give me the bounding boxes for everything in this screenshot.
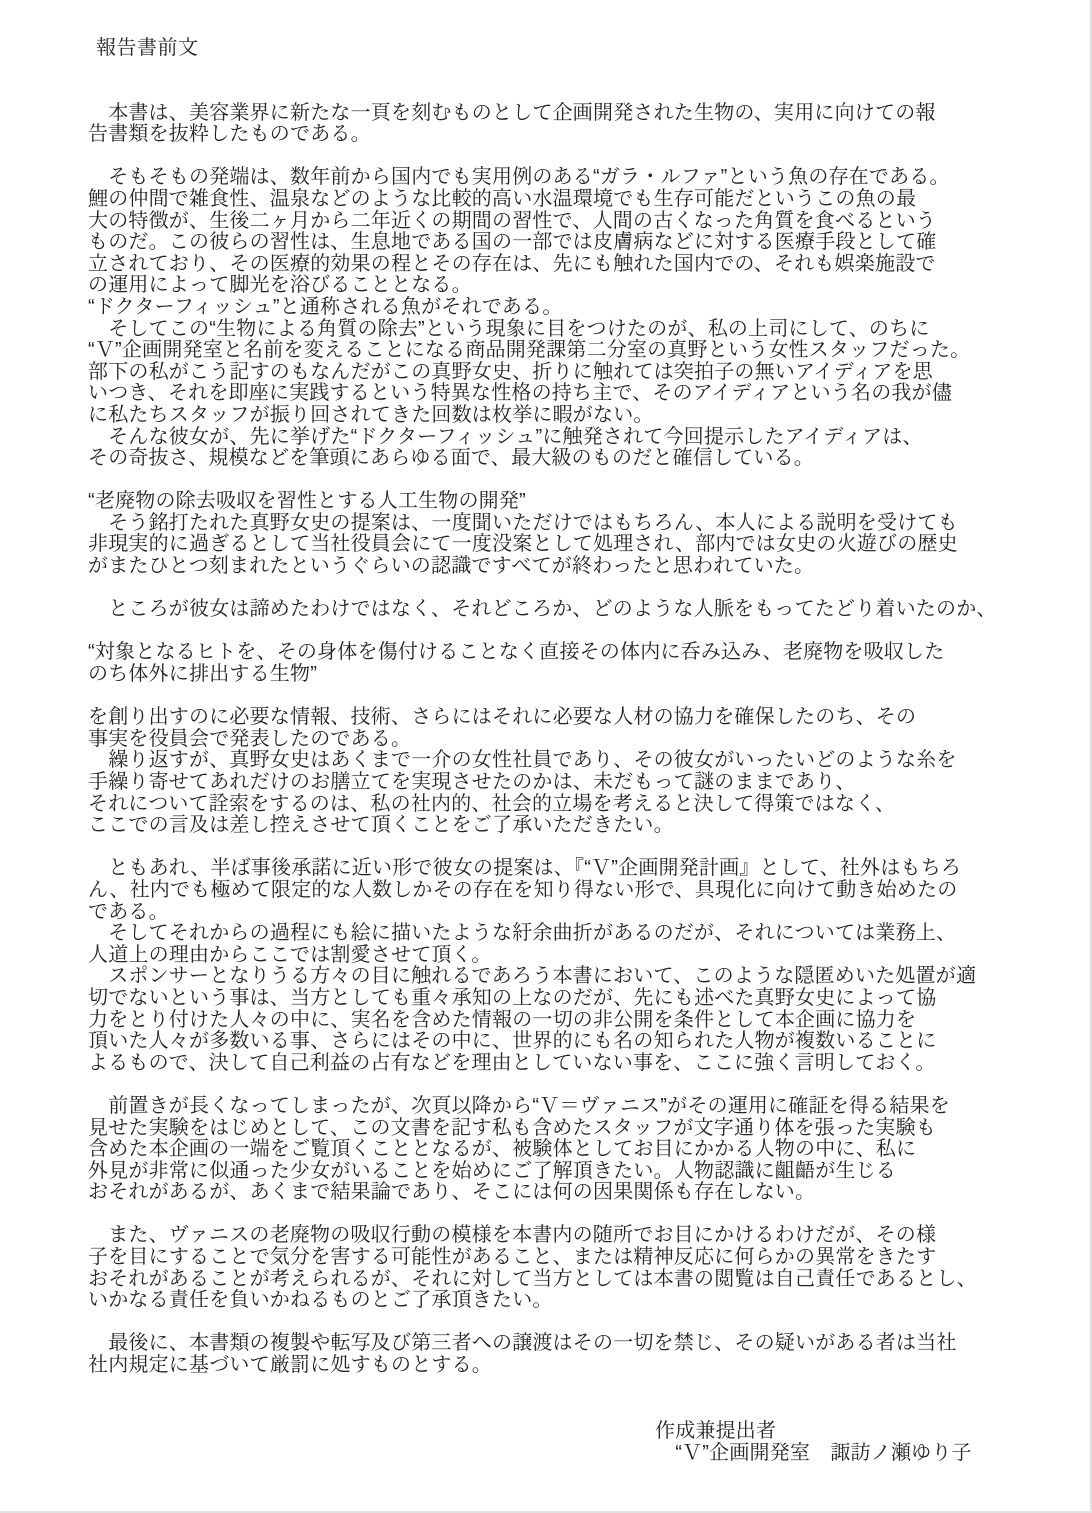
text-line: “Ｖ”企画開発室と名前を変えることになる商品開発課第二分室の真野という女性スタッフだった。 [88, 339, 971, 362]
text-line: 部下の私がこう記すのもなんだがこの真野女史、折りに触れては突拍子の無いアイディアを思 [88, 360, 933, 383]
blank-line [88, 1074, 1070, 1096]
blank-line [88, 146, 1070, 168]
page-title: 報告書前文 [96, 37, 199, 59]
text-line: そしてこの“生物による角質の除去”という現象に目をつけたのが、私の上司にして、のちに [88, 317, 930, 340]
text-line: ともあれ、半ば事後承諾に近い形で彼女の提案は、『“Ｖ”企画開発計画』として、社外はもちろ [88, 857, 962, 880]
text-line: を創り出すのに必要な情報、技術、さらにはそれに必要な人材の協力を確保したのち、その [88, 706, 917, 729]
text-line: 事実を役員会で発表したのである。 [88, 727, 412, 750]
text-line: “ドクターフィッシュ”と通称される魚がそれである。 [88, 295, 563, 318]
text-line: そう銘打たれた真野女史の提案は、一度聞いただけではもちろん、本人による説明を受けても [88, 511, 958, 534]
text-line: いかなる責任を負いかねるものとご了承頂きたい。 [88, 1289, 553, 1312]
text-line: ものだ。この彼らの習性は、生息地である国の一部では皮膚病などに対する医療手段として確 [88, 231, 937, 254]
text-line: 手繰り寄せてあれだけのお膳立てを実現させたのかは、未だもって謎のままであり、 [88, 771, 856, 793]
document-body [88, 103, 1070, 1377]
text-line: 告書類を抜粋したものである。 [88, 123, 371, 146]
text-line: スポンサーとなりうる方々の目に触れるであろう本書において、このような隠匿めいた処置が適 [88, 965, 977, 988]
text-line: 力をとり付けた人々の中に、実名を含めた情報の一切の非公開を条件として本企画に協力を [88, 1008, 917, 1031]
text-line: 鯉の仲間で雑食性、温泉などのような比較的高い水温環境でも生存可能だというこの魚の最 [88, 187, 917, 210]
text-line: ここでの言及は差し控えさせて頂くことをご了承いただきたい。 [88, 814, 674, 837]
blank-line [88, 1204, 1070, 1226]
text-line: おそれがあることが考えられるが、それに対して当方としては本書の閲覧は自己責任であるとし、 [88, 1267, 977, 1290]
signature-role: 作成兼提出者 [655, 1419, 777, 1442]
text-line: 社内規定に基づいて厳罰に処すものとする。 [88, 1354, 492, 1377]
text-line: 子を目にすることで気分を害する可能性があること、または精神反応に何らかの異常をきたす [88, 1246, 937, 1269]
text-line: それについて詮索をするのは、私の社内的、社会的立場を考えると決して得策ではなく、 [88, 792, 896, 815]
text-line: 人道上の理由からここでは割愛させて頂く。 [88, 943, 492, 966]
signature-block [655, 1420, 1070, 1464]
blank-line [88, 578, 1070, 600]
text-line: に私たちスタッフが振り回されてきた回数は枚挙に暇がない。 [88, 403, 654, 426]
text-line: よるもので、決して自己利益の占有などを理由としていない事を、ここに強く言明しておく。 [88, 1051, 936, 1074]
text-line: がまたひとつ刻まれたというぐらいの認識ですべてが終わったと思われていた。 [88, 555, 815, 578]
text-line: 非現実的に過ぎるとして当社役員会にて一度没案として処理され、部内では女史の火遊びの歴史 [88, 533, 958, 556]
text-line: 最後に、本書類の複製や転写及び第三者への譲渡はその一切を禁じ、その疑いがある者は当社 [88, 1332, 957, 1355]
text-line: 繰り返すが、真野女史はあくまで一介の女性社員であり、その彼女がいったいどのような糸を [88, 749, 957, 772]
text-line: その奇抜さ、規模などを筆頭にあらゆる面で、最大級のものだと確信している。 [88, 447, 814, 470]
text-line: “老廃物の除去吸収を習性とする人工生物の開発” [88, 490, 526, 513]
text-line: そしてそれからの過程にも絵に描いたような紆余曲折があるのだが、それについては業務上、 [88, 922, 957, 945]
text-line: 外見が非常に似通った少女がいることを始めにご了解頂きたい。人物認識に齟齬が生じる [88, 1159, 896, 1182]
blank-line [88, 621, 1070, 643]
text-line: 切でないという事は、当方としても重々承知の上なのだが、先にも述べた真野女史によって協 [88, 986, 937, 1009]
text-line: “対象となるヒトを、その身体を傷付けることなく直接その体内に呑み込み、老廃物を吸収した [88, 641, 945, 664]
blank-line [88, 470, 1070, 492]
text-line: ん、社内でも極めて限定的な人数しかその存在を知り得ない形で、具現化に向けて動き始めたの [88, 878, 958, 901]
text-line: 大の特徴が、生後二ヶ月から二年近くの期間の習性で、人間の古くなった角質を食べるという [88, 209, 936, 232]
blank-line [88, 837, 1070, 859]
text-line: そもそもの発端は、数年前から国内でも実用例のある“ガラ・ルファ”という魚の存在である。 [88, 166, 950, 189]
text-line: 本書は、美容業界に新たな一頁を刻むものとして企画開発された生物の、実用に向けての報 [88, 101, 936, 124]
text-line: 頂いた人々が多数いる事、さらにはその中に、世界的にも名の知られた人物が複数いることに [88, 1030, 937, 1053]
signature-author: “Ｖ”企画開発室 諏訪ノ瀬ゆり子 [655, 1441, 972, 1464]
text-line: のち体外に排出する生物” [88, 663, 318, 686]
text-line: 見せた実験をはじめとして、この文書を記す私も含めたスタッフが文字通り体を張った実験も [88, 1116, 936, 1139]
blank-line [88, 686, 1070, 708]
text-line: 含めた本企画の一端をご覧頂くこととなるが、被験体としてお目にかかる人物の中に、私に [88, 1138, 917, 1161]
text-line: そんな彼女が、先に挙げた“ドクターフィッシュ”に触発されて今回提示したアイディアは、 [88, 425, 923, 448]
text-line: おそれがあるが、あくまで結果論であり、そこには何の因果関係も存在しない。 [88, 1181, 816, 1204]
blank-line [88, 1312, 1070, 1334]
text-line: ところが彼女は諦めたわけではなく、それどころか、どのような人脈をもってたどり着いたのか、 [88, 598, 997, 621]
text-line: 前置きが長くなってしまったが、次頁以降から“Ｖ＝ヴァニス”がその運用に確証を得る結果を [88, 1094, 950, 1117]
text-line: である。 [88, 900, 169, 923]
text-line: の運用によって脚光を浴びることとなる。 [88, 274, 472, 297]
text-line: また、ヴァニスの老廃物の吸収行動の模様を本書内の随所でお目にかけるわけだが、その様 [88, 1224, 937, 1247]
text-line: 立されており、その医療的効果の程とその存在は、先にも触れた国内での、それも娯楽施設で [88, 252, 936, 275]
text-line: いつき、それを即座に実践するという特異な性格の持ち主で、そのアイディアという名の我が儘 [88, 382, 952, 405]
